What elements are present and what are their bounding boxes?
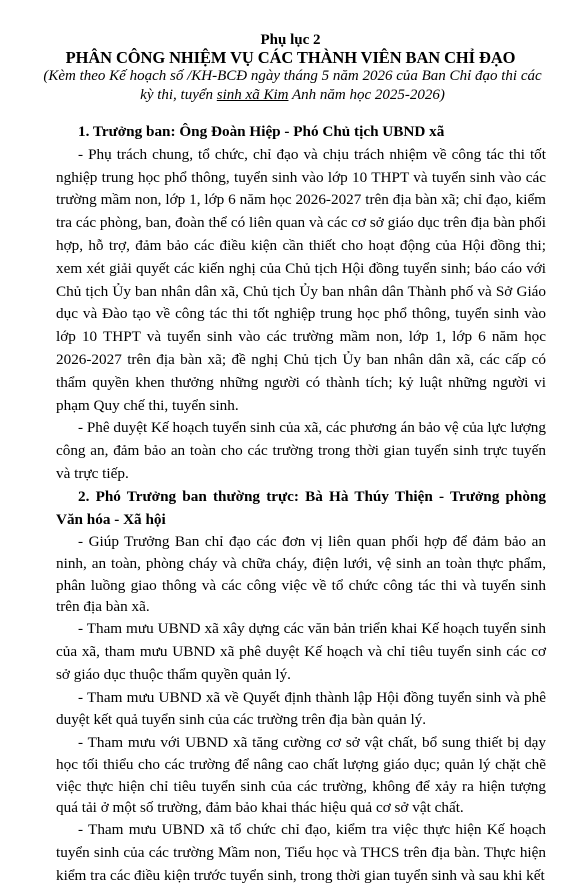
section-heading: 2. Phó Trưởng ban thường trực: Bà Hà Thúy Thiện - Trưởng phòng Văn hóa - Xã hội (56, 487, 546, 528)
body-paragraph: - Tham mưu UBND xã xây dựng các văn bản triển khai Kế hoạch tuyển sinh của xã, tham mưu UBND xã phê duyệt Kế hoạch và chỉ tiêu tuyển sinh các cơ sở giáo dục thuộc thẩm quyền quản lý. (56, 620, 546, 683)
body-paragraph: - Tham mưu UBND xã về Quyết định thành lập Hội đồng tuyển sinh và phê duyệt kết quả tuyển sinh của các trường trên địa bàn quản lý. (56, 688, 546, 729)
body-paragraph: - Phụ trách chung, tổ chức, chỉ đạo và chịu trách nhiệm về công tác thi tốt nghiệp trung học phổ thông, tuyển sinh vào lớp 10 THPT và tuyển sinh vào các trường mầm non, lớp 1, lớp 6 năm học 2026-2027 trên địa bàn xã; chỉ đạo, kiểm tra các phòng, ban, đoàn thể có liên quan và các cơ sở giáo dục trên địa bàn phối hợp, hỗ trợ, đảm bảo các điều kiện cần thiết cho hoạt động của Hội đồng thi; xem xét giải quyết các kiến nghị của Chủ tịch Hội đồng tuyển sinh; báo cáo với Chủ tịch Ủy ban nhân dân xã, Chủ tịch Ủy ban nhân dân Thành phố và Sở Giáo dục và Đào tạo về công tác thi tốt nghiệp trung học phổ thông, tuyển sinh vào lớp 10 THPT và tuyển sinh vào các trường mầm non, lớp 1, lớp 6 năm học 2026-2027 trên địa bàn xã; đề nghị Chủ tịch Ủy ban nhân dân xã, các cấp có thẩm quyền khen thưởng những người có thành tích; kỷ luật những người vi phạm Quy chế thi, tuyển sinh. (56, 145, 546, 414)
appendix-label: Phụ lục 2 (260, 32, 321, 48)
subtitle-text: (Kèm theo Kế hoạch số /KH-BCĐ ngày tháng 5 năm 2026 của Ban Chỉ đạo thi các kỳ thi, tuyển (43, 68, 542, 103)
document-subtitle (40, 67, 545, 105)
subtitle-text-end: Anh năm học 2025-2026) (288, 87, 445, 103)
body-paragraph: - Giúp Trưởng Ban chỉ đạo các đơn vị liên quan phối hợp để đảm bảo an ninh, an toàn, phòng cháy và chữa cháy, điện lưới, vệ sinh an toàn thực phẩm, phân luồng giao thông và các công việc về tổ chức công tác thi và tuyển sinh trên địa bàn xã. (56, 533, 546, 616)
document-body (56, 121, 546, 887)
page-title: PHÂN CÔNG NHIỆM VỤ CÁC THÀNH VIÊN BAN CHỈ ĐẠO (65, 48, 516, 67)
body-paragraph: - Tham mưu với UBND xã tăng cường cơ sở vật chất, bổ sung thiết bị dạy học tối thiểu cho các trường để nâng cao chất lượng giáo dục; quản lý chặt chẽ việc thực hiện chỉ tiêu tuyển sinh của các trường, không để xảy ra hiện tượng quá tải ở một số trường, đảm bảo khai thác hiệu quả cơ sở vật chất. (56, 734, 546, 817)
section-heading: 1. Trưởng ban: Ông Đoàn Hiệp - Phó Chủ tịch UBND xã (78, 123, 445, 140)
body-paragraph: - Tham mưu UBND xã tổ chức chỉ đạo, kiểm tra việc thực hiện Kế hoạch tuyển sinh của các trường Mầm non, Tiểu học và THCS trên địa bàn. Thực hiện kiểm tra các điều kiện trước tuyển sinh, trong thời gian tuyển sinh và sau khi kết (56, 820, 546, 884)
body-paragraph: - Phê duyệt Kế hoạch tuyển sinh của xã, các phương án bảo vệ của lực lượng công an, đảm bảo an toàn cho các trường trong thời gian tuyển sinh trực tuyến và trực tiếp. (56, 419, 546, 482)
subtitle-underlined-text: sinh xã Kim (216, 87, 289, 103)
